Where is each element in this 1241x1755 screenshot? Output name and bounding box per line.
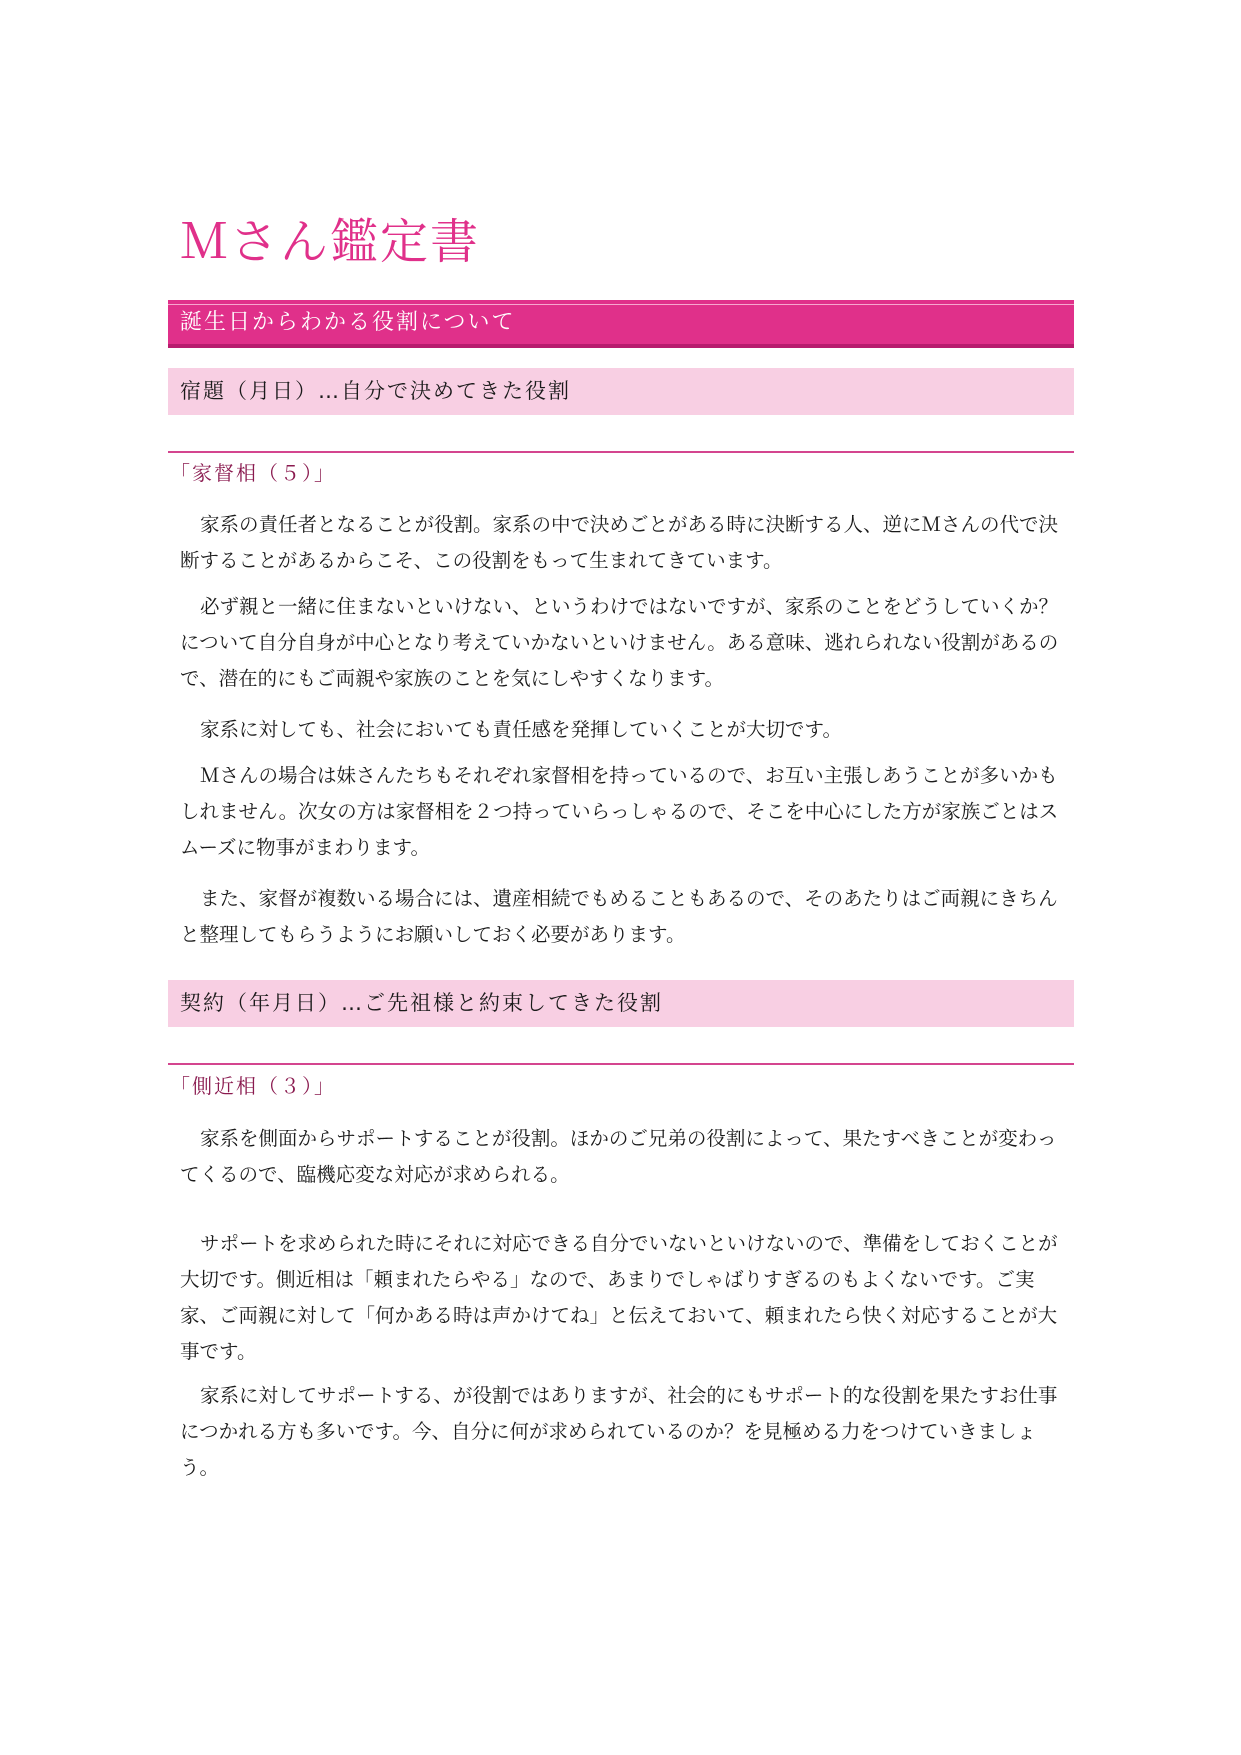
subtitle-contract: 契約（年月日）…ご先祖様と約束してきた役割 xyxy=(180,991,663,1015)
section-banner xyxy=(168,300,1074,348)
phase-heading-kato: 「家督相（５）」 xyxy=(170,461,336,485)
paragraph: 必ず親と一緒に住まないといけない、というわけではないですが、家系のことをどうしていくか？について自分自身が中心となり考えていかないといけません。ある意味、逃れられない役割があるので、潜在的にもご両親や家族のことを気にしやすくなります。 xyxy=(180,595,1059,690)
paragraph: サポートを求められた時にそれに対応できる自分でいないといけないので、準備をしておくことが大切です。側近相は「頼まれたらやる」なので、あまりでしゃばりすぎるのもよくないです。ご実家、ご両親に対して「何かある時は声かけてね」と伝えておいて、頼まれたら快く対応することが大事です。 xyxy=(180,1232,1058,1363)
subtitle-homework: 宿題（月日）…自分で決めてきた役割 xyxy=(180,379,571,403)
subtitle-banner-contract xyxy=(168,980,1074,1027)
paragraph: また、家督が複数いる場合には、遺産相続でもめることもあるので、そのあたりはご両親にきちんと整理してもらうようにお願いしておく必要があります。 xyxy=(180,887,1058,946)
subtitle-banner-homework xyxy=(168,368,1074,415)
paragraph: 家系に対してサポートする、が役割ではありますが、社会的にもサポート的な役割を果たすお仕事につかれる方も多いです。今、自分に何が求められているのか？を見極める力をつけていきましょう。 xyxy=(180,1384,1058,1479)
paragraph: 家系を側面からサポートすることが役割。ほかのご兄弟の役割によって、果たすべきことが変わってくるので、臨機応変な対応が求められる。 xyxy=(180,1127,1057,1186)
page-title: Ｍさん鑑定書 xyxy=(180,214,481,270)
section-rule xyxy=(168,451,1074,453)
section-rule xyxy=(168,1063,1074,1065)
banner-divider xyxy=(168,304,1074,305)
paragraph: 家系に対しても、社会においても責任感を発揮していくことが大切です。 xyxy=(200,718,842,741)
section-title: 誕生日からわかる役割について xyxy=(180,310,516,335)
phase-heading-sokkin: 「側近相（３）」 xyxy=(170,1074,336,1098)
paragraph: 家系の責任者となることが役割。家系の中で決めごとがある時に決断する人、逆にＭさんの代で決断することがあるからこそ、この役割をもって生まれてきています。 xyxy=(180,513,1059,572)
paragraph: Ｍさんの場合は妹さんたちもそれぞれ家督相を持っているので、お互い主張しあうことが多いかもしれません。次女の方は家督相を２つ持っていらっしゃるので、そこを中心にした方が家族ごとはスムーズに物事がまわります。 xyxy=(180,764,1059,859)
